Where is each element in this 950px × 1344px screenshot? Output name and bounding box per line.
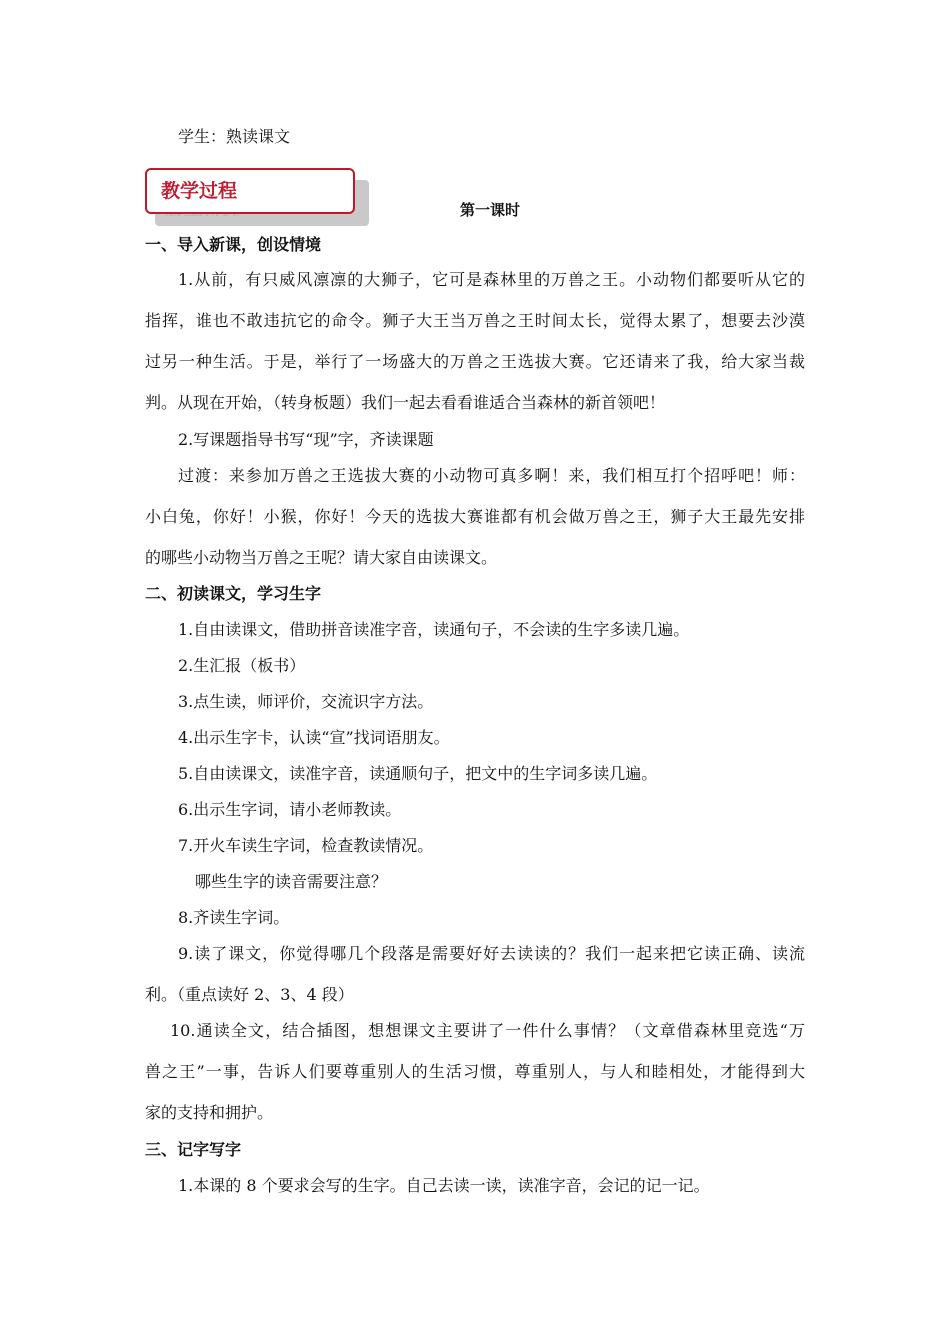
intro-line: 学生：熟读课文 xyxy=(178,127,291,146)
paragraph-line: 2.写课题指导书写“现”字，齐读课题 xyxy=(178,430,434,449)
paragraph-line: 指挥，谁也不敢违抗它的命令。狮子大王当万兽之王时间太长，觉得太累了，想要去沙漠 xyxy=(145,311,805,330)
transition-line: 小白兔，你好！小猴，你好！今天的选拔大赛谁都有机会做万兽之王，狮子大王最先安排 xyxy=(145,507,805,526)
paragraph-line: 判。从现在开始，（转身板题）我们一起去看看谁适合当森林的新首领吧！ xyxy=(145,393,666,412)
list-item: 9.读了课文，你觉得哪几个段落是需要好好去读读的？我们一起来把它读正确、读流 xyxy=(178,944,805,963)
list-item: 2.生汇报（板书） xyxy=(178,656,306,675)
transition-line: 过渡：来参加万兽之王选拔大赛的小动物可真多啊！来，我们相互打个招呼吧！师： xyxy=(178,466,805,485)
list-item: 1.自由读课文，借助拼音读准字音，读通句子，不会读的生字多读几遍。 xyxy=(178,620,690,639)
section-banner xyxy=(145,168,369,228)
paragraph-line: 过另一种生活。于是，举行了一场盛大的万兽之王选拔大赛。它还请来了我，给大家当裁 xyxy=(145,352,805,371)
section-heading-3: 三、记字写字 xyxy=(145,1140,242,1159)
transition-line: 的哪些小动物当万兽之王呢？请大家自由读课文。 xyxy=(145,548,498,567)
sub-question: 哪些生字的读音需要注意？ xyxy=(195,872,388,891)
paragraph-line: 1.从前，有只威风凛凛的大狮子，它可是森林里的万兽之王。小动物们都要听从它的 xyxy=(178,270,805,289)
list-item: 4.出示生字卡，认读“宣”找词语朋友。 xyxy=(178,728,450,747)
list-item: 5.自由读课文，读准字音，读通顺句子，把文中的生字词多读几遍。 xyxy=(178,764,658,783)
section-heading-2: 二、初读课文，学习生字 xyxy=(145,584,322,603)
section-heading-1: 一、导入新课，创设情境 xyxy=(145,235,322,254)
list-item: 8.齐读生字词。 xyxy=(178,908,290,927)
list-item: 6.出示生字词，请小老师教读。 xyxy=(178,800,402,819)
list-item: 1.本课的 8 个要求会写的生字。自己去读一读，读准字音，会记的记一记。 xyxy=(178,1176,710,1195)
list-item: 10.通读全文，结合插图，想想课文主要讲了一件什么事情？（文章借森林里竞选“万 xyxy=(170,1021,805,1040)
list-item: 兽之王”一事，告诉人们要尊重别人的生活习惯，尊重别人，与人和睦相处，才能得到大 xyxy=(145,1062,805,1081)
list-item: 家的支持和拥护。 xyxy=(145,1103,274,1122)
list-item: 3.点生读，师评价，交流识字方法。 xyxy=(178,692,434,711)
list-item: 利。（重点读好 2、3、4 段） xyxy=(145,985,354,1004)
list-item: 7.开火车读生字词，检查教读情况。 xyxy=(178,836,434,855)
lesson-title: 第一课时 xyxy=(460,201,521,219)
banner-label: 教学过程 xyxy=(161,180,238,202)
banner-box xyxy=(145,168,355,214)
